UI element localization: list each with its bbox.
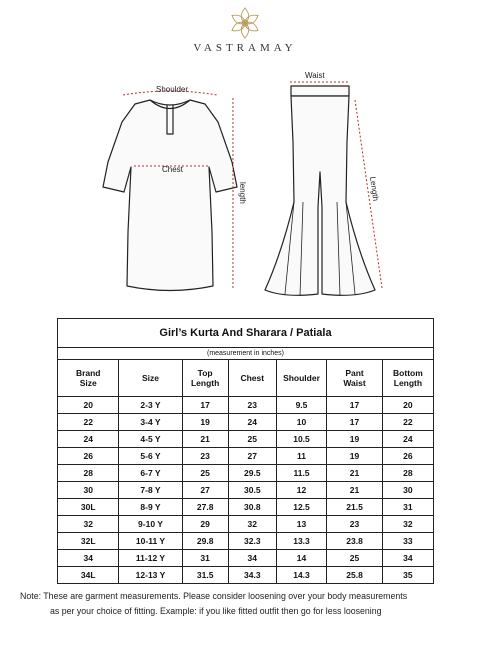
table-cell: 6-7 Y [119, 465, 182, 482]
table-row [58, 465, 434, 482]
table-cell: 8-9 Y [119, 499, 182, 516]
column-header-text: Length [393, 378, 423, 388]
column-header-text: Length [190, 378, 220, 388]
kurta-shoulder-label: Shoulder [156, 85, 189, 94]
table-cell: 12-13 Y [119, 567, 182, 584]
table-cell: 24 [228, 414, 276, 431]
table-row [58, 414, 434, 431]
table-row [58, 567, 434, 584]
sharara-waist-label: Waist [305, 71, 325, 80]
sharara-outline [265, 86, 375, 296]
table-cell: 34 [382, 550, 433, 567]
table-row [58, 533, 434, 550]
table-cell: 9-10 Y [119, 516, 182, 533]
table-cell: 10-11 Y [119, 533, 182, 550]
table-row [58, 550, 434, 567]
column-header-text: Waist [343, 378, 366, 388]
table-cell: 32 [382, 516, 433, 533]
table-cell: 29 [182, 516, 228, 533]
table-cell: 10.5 [276, 431, 326, 448]
kurta-length-label: length [238, 182, 247, 204]
table-row [58, 482, 434, 499]
table-cell: 9.5 [276, 397, 326, 414]
table-cell: 31 [382, 499, 433, 516]
table-cell: 2-3 Y [119, 397, 182, 414]
table-cell: 7-8 Y [119, 482, 182, 499]
table-cell: 33 [382, 533, 433, 550]
table-row [58, 499, 434, 516]
sharara-length-label: Length [368, 176, 381, 202]
table-cell: 24 [382, 431, 433, 448]
table-cell: 29.5 [228, 465, 276, 482]
table-cell: 35 [382, 567, 433, 584]
column-header [58, 360, 119, 397]
table-title: Girl’s Kurta And Sharara / Patiala [58, 319, 434, 348]
table-cell: 25 [182, 465, 228, 482]
table-cell: 28 [58, 465, 119, 482]
table-cell: 17 [182, 397, 228, 414]
table-cell: 30.8 [228, 499, 276, 516]
table-cell: 10 [276, 414, 326, 431]
table-cell: 19 [327, 448, 383, 465]
table-cell: 21 [327, 482, 383, 499]
table-cell: 11 [276, 448, 326, 465]
table-row [58, 431, 434, 448]
column-header-text: Shoulder [283, 373, 320, 383]
kurta-chest-label: Chest [162, 165, 183, 174]
table-cell: 22 [382, 414, 433, 431]
table-cell: 30L [58, 499, 119, 516]
table-cell: 32L [58, 533, 119, 550]
table-cell: 23.8 [327, 533, 383, 550]
table-cell: 13 [276, 516, 326, 533]
table-row [58, 448, 434, 465]
table-cell: 23 [327, 516, 383, 533]
table-cell: 4-5 Y [119, 431, 182, 448]
table-cell: 19 [327, 431, 383, 448]
table-subtitle: (measurement in inches) [58, 348, 434, 360]
table-cell: 3-4 Y [119, 414, 182, 431]
brand-logo [0, 6, 490, 45]
table-row [58, 397, 434, 414]
table-cell: 26 [58, 448, 119, 465]
column-header-text: Pant [345, 368, 364, 378]
table-cell: 27 [182, 482, 228, 499]
table-cell: 28 [382, 465, 433, 482]
table-cell: 24 [58, 431, 119, 448]
table-cell: 12.5 [276, 499, 326, 516]
note-line-1: Note: These are garment measurements. Please consider loosening over your body measurements [20, 591, 408, 601]
kurta-outline [103, 100, 237, 291]
table-cell: 5-6 Y [119, 448, 182, 465]
table-cell: 21.5 [327, 499, 383, 516]
fitting-note [20, 589, 470, 619]
column-header [182, 360, 228, 397]
table-cell: 25 [228, 431, 276, 448]
column-header [382, 360, 433, 397]
column-header [276, 360, 326, 397]
table-cell: 17 [327, 397, 383, 414]
table-cell: 20 [382, 397, 433, 414]
column-header-text: Chest [240, 373, 265, 383]
table-body [58, 397, 434, 584]
table-cell: 27.8 [182, 499, 228, 516]
table-row [58, 516, 434, 533]
table-cell: 29.8 [182, 533, 228, 550]
table-cell: 30 [58, 482, 119, 499]
table-cell: 19 [182, 414, 228, 431]
lotus-flower-icon [228, 6, 262, 40]
table-cell: 34 [228, 550, 276, 567]
table-cell: 23 [228, 397, 276, 414]
note-line-2: as per your choice of fitting. Example: if you like fitted outfit then go for less loosening [50, 606, 382, 616]
table-cell: 34.3 [228, 567, 276, 584]
table-cell: 21 [327, 465, 383, 482]
table-cell: 27 [228, 448, 276, 465]
table-cell: 14.3 [276, 567, 326, 584]
column-header-text: Size [79, 378, 97, 388]
table-cell: 11.5 [276, 465, 326, 482]
column-header-text: Size [141, 373, 159, 383]
table-cell: 26 [382, 448, 433, 465]
garment-diagram [0, 62, 490, 302]
table-cell: 14 [276, 550, 326, 567]
table-cell: 17 [327, 414, 383, 431]
table-cell: 13.3 [276, 533, 326, 550]
table-cell: 23 [182, 448, 228, 465]
table-cell: 22 [58, 414, 119, 431]
table-cell: 34L [58, 567, 119, 584]
size-chart-table [57, 318, 434, 584]
table-cell: 20 [58, 397, 119, 414]
table-cell: 31 [182, 550, 228, 567]
table-header-row [58, 360, 434, 397]
column-header [228, 360, 276, 397]
table-cell: 25 [327, 550, 383, 567]
table-cell: 34 [58, 550, 119, 567]
table-cell: 11-12 Y [119, 550, 182, 567]
column-header-text: Bottom [393, 368, 423, 378]
column-header-text: Brand [75, 368, 101, 378]
table-cell: 32.3 [228, 533, 276, 550]
table-cell: 21 [182, 431, 228, 448]
table-cell: 31.5 [182, 567, 228, 584]
table-cell: 32 [58, 516, 119, 533]
table-cell: 30 [382, 482, 433, 499]
table-cell: 32 [228, 516, 276, 533]
column-header-text: Top [197, 368, 213, 378]
table-cell: 30.5 [228, 482, 276, 499]
column-header [119, 360, 182, 397]
column-header [327, 360, 383, 397]
brand-name: VASTRAMAY [193, 42, 297, 54]
table-cell: 12 [276, 482, 326, 499]
table-cell: 25.8 [327, 567, 383, 584]
